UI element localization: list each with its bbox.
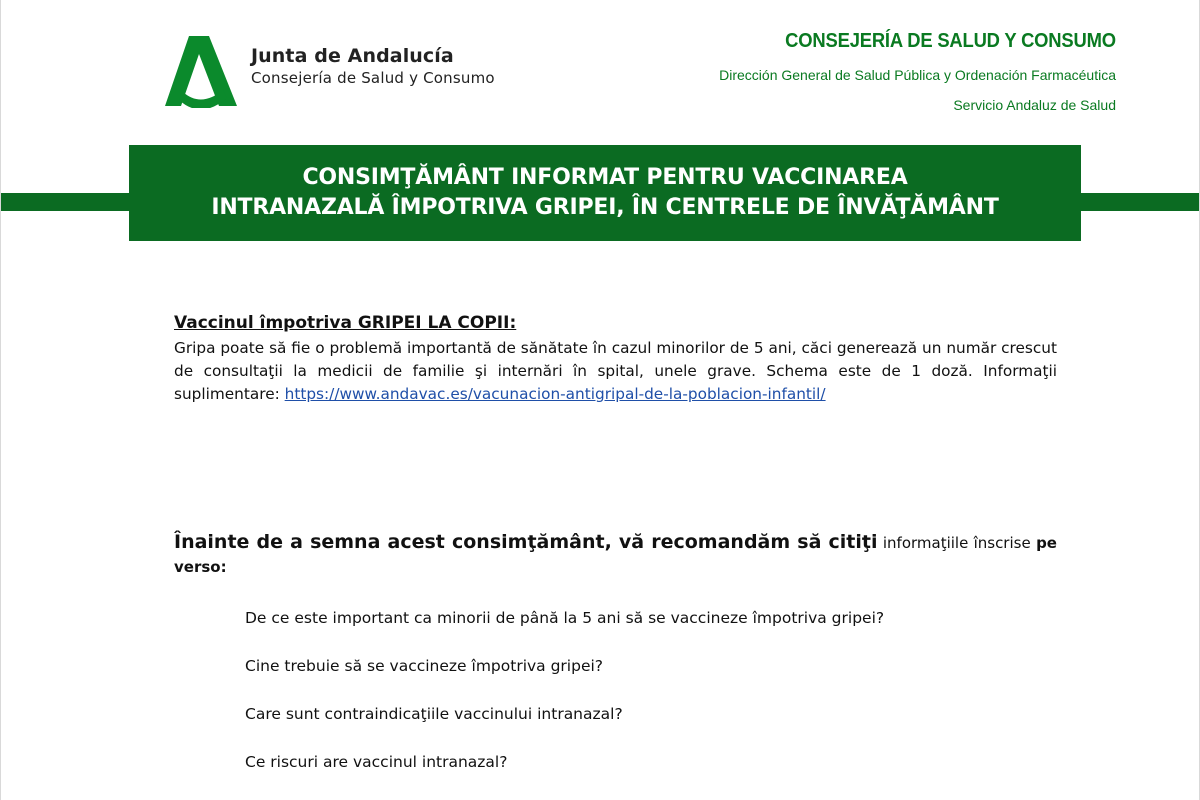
recommendation-verso: verso: — [174, 557, 227, 576]
junta-andalucia-logo — [161, 34, 521, 110]
question-item: Ce riscuri are vaccinul intranazal? — [245, 753, 508, 771]
organization-title: CONSEJERÍA DE SALUD Y CONSUMO — [785, 30, 1116, 52]
junta-andalucia-logo-icon — [161, 34, 239, 108]
question-item: Cine trebuie să se vaccineze împotriva gripei? — [245, 657, 604, 675]
title-banner — [129, 145, 1081, 241]
question-item: De ce este important ca minorii de până la 5 ani să se vaccineze împotriva gripei? — [245, 609, 885, 627]
question-list — [245, 606, 884, 798]
logo-subtitle: Consejería de Salud y Consumo — [251, 68, 495, 87]
section-heading: Vaccinul împotriva GRIPEI LA COPII: — [174, 313, 517, 333]
reading-recommendation — [174, 531, 1057, 576]
banner-title-line2: INTRANAZALĂ ÎMPOTRIVA GRIPEI, ÎN CENTRELE DE ÎNVĂŢĂMÂNT — [211, 195, 999, 220]
recommendation-pe: pe — [1036, 534, 1057, 552]
paragraph-text: Gripa poate să fie o problemă importantă de sănătate în cazul minorilor de 5 ani, căci generează un număr crescut de consultaţii la medicii de familie şi internări în spital, unele grave. Schema este de 1 doză. Informaţii suplimentare: — [174, 338, 1057, 403]
banner-title-line1: CONSIMŢĂMÂNT INFORMAT PENTRU VACCINAREA — [302, 165, 908, 191]
vaccine-info-section — [174, 312, 1057, 406]
organization-subtitle-service: Servicio Andaluz de Salud — [953, 97, 1116, 113]
section-paragraph — [174, 337, 1057, 406]
organization-subtitle-directorate: Dirección General de Salud Pública y Ordenación Farmacéutica — [719, 67, 1116, 83]
header-organization — [719, 30, 1116, 113]
logo-title: Junta de Andalucía — [251, 45, 454, 67]
recommendation-normal: informaţiile înscrise — [882, 534, 1031, 552]
recommendation-line — [174, 531, 1057, 554]
recommendation-bold: Înainte de a semna acest consimţământ, vă recomandăm să citiţi — [174, 531, 878, 553]
question-item: Care sunt contraindicaţiile vaccinului intranazal? — [245, 705, 623, 723]
andavac-link[interactable]: https://www.andavac.es/vacunacion-antigripal-de-la-poblacion-infantil/ — [284, 384, 826, 403]
